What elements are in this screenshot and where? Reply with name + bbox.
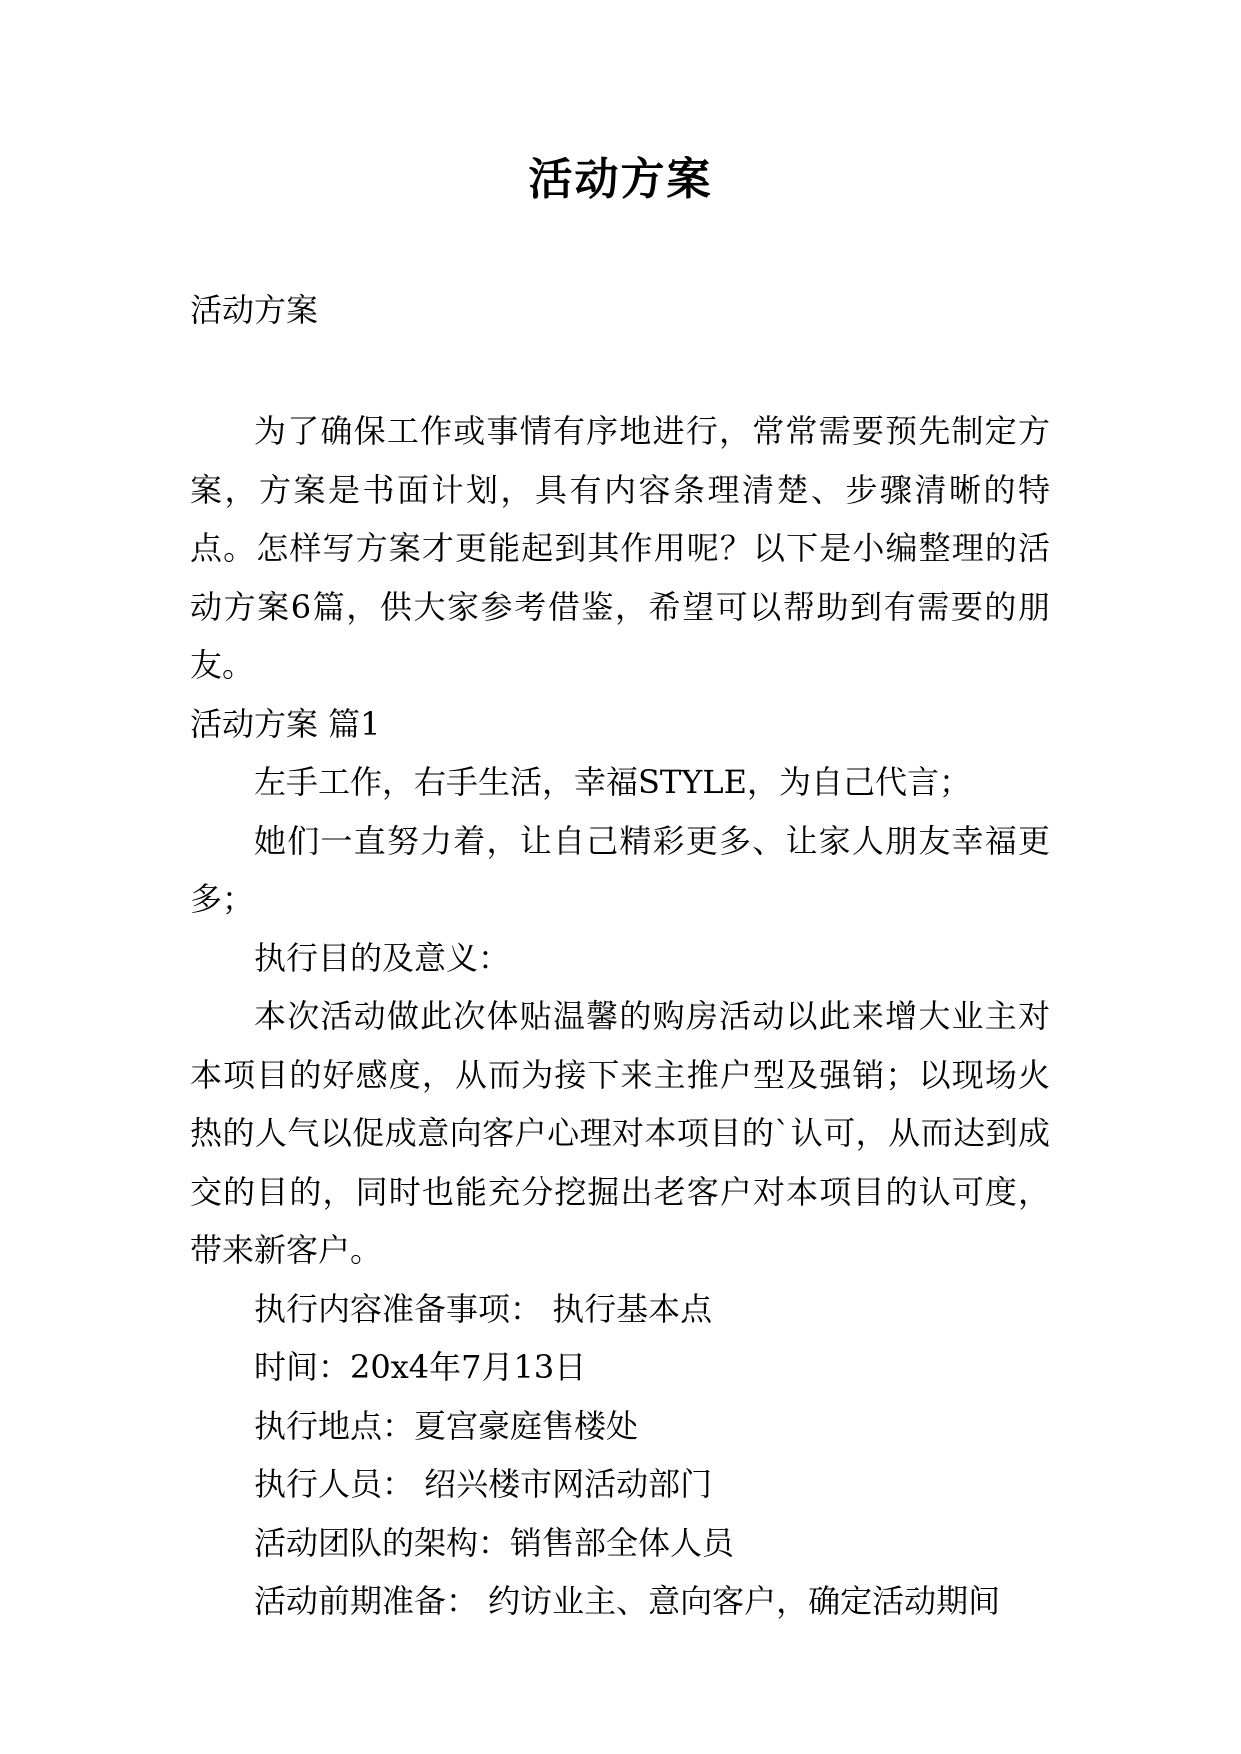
- slogan-paragraph: 左手工作，右手生活，幸福STYLE，为自己代言；: [254, 763, 972, 801]
- personnel-line: 执行人员： 绍兴楼市网活动部门: [254, 1465, 713, 1503]
- purpose-heading: 执行目的及意义：: [254, 938, 511, 977]
- time-line: 时间：20x4年7月13日: [254, 1348, 587, 1386]
- preparation-line: 活动前期准备： 约访业主、意向客户，确定活动期间: [254, 1582, 1001, 1620]
- document-body: [190, 402, 1050, 1631]
- slogan-paragraph-2: 她们一直努力着，让自己精彩更多、让家人朋友幸福更多；: [190, 821, 1050, 918]
- team-line: 活动团队的架构：销售部全体人员: [254, 1523, 735, 1562]
- purpose-paragraph: 本次活动做此次体贴温馨的购房活动以此来增大业主对本项目的好感度，从而为接下来主推户型及强销；以现场火热的人气以促成意向客户心理对本项目的`认可，从而达到成交的目的，同时也能充分挖掘出老客户对本项目的认可度，带来新客户。: [190, 997, 1050, 1269]
- document-title: 活动方案: [528, 154, 713, 205]
- section-heading: 活动方案 篇1: [190, 704, 381, 743]
- content-prep-line: 执行内容准备事项： 执行基本点: [254, 1289, 713, 1328]
- intro-paragraph: 为了确保工作或事情有序地进行，常常需要预先制定方案，方案是书面计划，具有内容条理清楚、步骤清晰的特点。怎样写方案才更能起到其作用呢？以下是小编整理的活动方案6篇，供大家参考借鉴，希望可以帮助到有需要的朋友。: [190, 412, 1050, 684]
- document-subtitle: 活动方案: [190, 291, 319, 329]
- location-line: 执行地点：夏宫豪庭售楼处: [254, 1406, 639, 1445]
